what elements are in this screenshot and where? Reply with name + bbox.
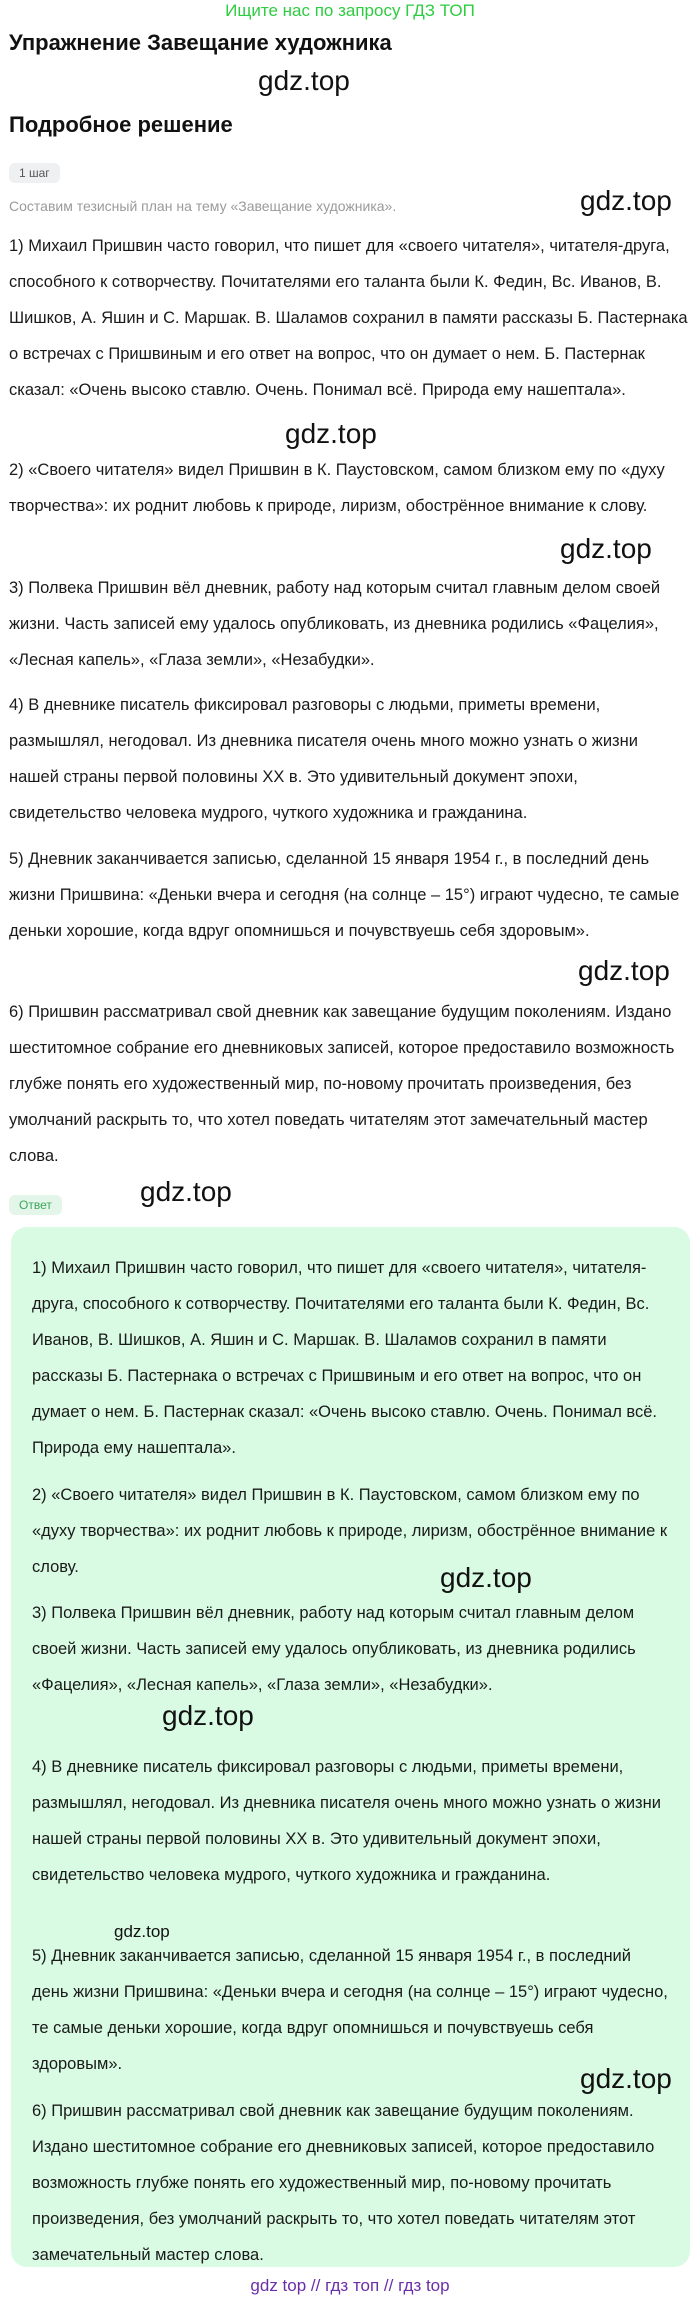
intro-text: Составим тезисный план на тему «Завещание художника». <box>9 198 397 214</box>
watermark: gdz.top <box>114 1922 170 1941</box>
answer-paragraph-4: 4) В дневнике писатель фиксировал разговоры с людьми, приметы времени, размышлял, негодовал. Из дневника писателя очень много можно узнать о жизни нашей страны первой половины XX в. Это удивительный документ эпохи, свидетельство человека мудрого, чуткого художника и гражданина. <box>32 1758 661 1884</box>
watermark: gdz.top <box>140 1176 232 1207</box>
solution-paragraph-2: 2) «Своего читателя» видел Пришвин в К. Паустовском, самом близком ему по «духу творчества»: их роднит любовь к природе, лиризм, обострённое внимание к слову. <box>9 461 665 515</box>
solution-heading: Подробное решение <box>9 112 233 137</box>
solution-paragraph-4: 4) В дневнике писатель фиксировал разговоры с людьми, приметы времени, размышлял, негодовал. Из дневника писателя очень много можно узнать о жизни нашей страны первой половины XX в. Это удивительный документ эпохи, свидетельство человека мудрого, чуткого художника и гражданина. <box>9 696 638 822</box>
watermark: gdz.top <box>560 533 652 564</box>
watermark: gdz.top <box>162 1700 254 1731</box>
watermark: gdz.top <box>580 185 672 216</box>
answer-paragraph-1: 1) Михаил Пришвин часто говорил, что пишет для «своего читателя», читателя-друга, способного к сотворчеству. Почитателями его таланта были К. Федин, Вс. Иванов, В. Шишков, А. Яшин и С. Маршак. В. Шаламов сохранил в памяти рассказы Б. Пастернака о встречах с Пришвиным и его ответ на вопрос, что он думает о нем. Б. Пастернак сказал: «Очень высоко ставлю. Очень. Понимал всё. Природа ему нашептала». <box>32 1259 658 1457</box>
answer-paragraph-6: 6) Пришвин рассматривал свой дневник как завещание будущим поколениям. Издано шеститомное собрание его дневниковых записей, которое предоставило возможность глубже понять его художественный мир, по-новому прочитать произведения, без умолчаний раскрыть то, что хотел поведать читателям этот замечательный мастер слова. <box>32 2102 655 2264</box>
step-badge: 1 шаг <box>9 163 60 183</box>
answer-paragraph-2: 2) «Своего читателя» видел Пришвин в К. Паустовском, самом близком ему по «духу творчества»: их роднит любовь к природе, лиризм, обострённое внимание к слову. <box>32 1486 668 1576</box>
search-banner[interactable]: Ищите нас по запросу ГДЗ ТОП <box>225 1 475 20</box>
watermark: gdz.top <box>580 2063 672 2094</box>
answer-paragraph-3: 3) Полвека Пришвин вёл дневник, работу над которым считал главным делом своей жизни. Часть записей ему удалось опубликовать, из дневника родились «Фацелия», «Лесная капель», «Глаза земли», «Незабудки». <box>32 1604 636 1694</box>
page-title: Упражнение Завещание художника <box>9 30 392 55</box>
watermark: gdz.top <box>578 955 670 986</box>
answer-badge: Ответ <box>9 1195 62 1215</box>
watermark: gdz.top <box>285 418 377 449</box>
solution-paragraph-1: 1) Михаил Пришвин часто говорил, что пишет для «своего читателя», читателя-друга, способного к сотворчеству. Почитателями его таланта были К. Федин, Вс. Иванов, В. Шишков, А. Яшин и С. Маршак. В. Шаламов сохранил в памяти рассказы Б. Пастернака о встречах с Пришвиным и его ответ на вопрос, что он думает о нем. Б. Пастернак сказал: «Очень высоко ставлю. Очень. Понимал всё. Природа ему нашептала». <box>9 237 688 399</box>
solution-paragraph-6: 6) Пришвин рассматривал свой дневник как завещание будущим поколениям. Издано шеститомное собрание его дневниковых записей, которое предоставило возможность глубже понять его художественный мир, по-новому прочитать произведения, без умолчаний раскрыть то, что хотел поведать читателям этот замечательный мастер слова. <box>9 1003 675 1165</box>
answer-paragraph-5: 5) Дневник заканчивается записью, сделанной 15 января 1954 г., в последний день жизни Пришвина: «Деньки вчера и сегодня (на солнце – 15°) играют чудесно, те самые деньки хорошие, когда вдруг опомнишься и почувствуешь себя здоровым». <box>32 1947 668 2073</box>
solution-paragraph-5: 5) Дневник заканчивается записью, сделанной 15 января 1954 г., в последний день жизни Пришвина: «Деньки вчера и сегодня (на солнце – 15°) играют чудесно, те самые деньки хорошие, когда вдруг опомнишься и почувствуешь себя здоровым». <box>9 850 680 940</box>
watermark: gdz.top <box>440 1562 532 1593</box>
footer-links[interactable]: gdz top // гдз топ // гдз top <box>250 2276 450 2295</box>
solution-paragraph-3: 3) Полвека Пришвин вёл дневник, работу над которым считал главным делом своей жизни. Часть записей ему удалось опубликовать, из дневника родились «Фацелия», «Лесная капель», «Глаза земли», «Незабудки». <box>9 579 661 669</box>
watermark: gdz.top <box>258 65 350 96</box>
